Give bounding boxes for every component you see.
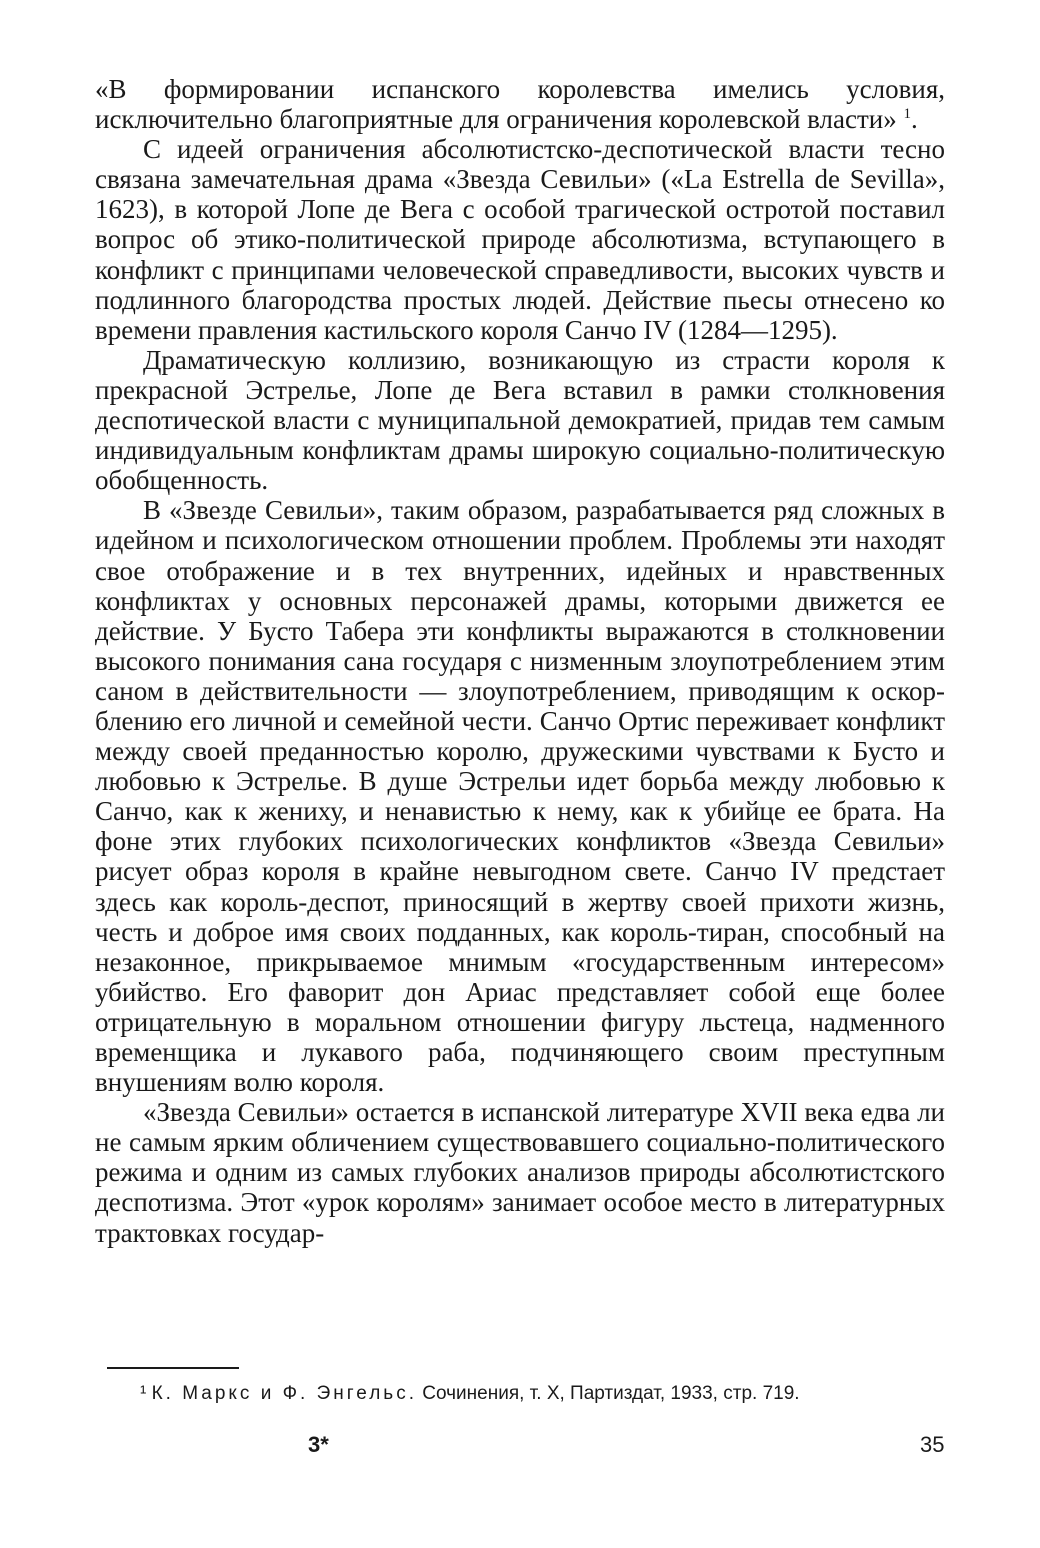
main-text [95,74,945,1248]
paragraph-1: «В формировании испанского королевства имелись условия, исключительно благоприятные для ограничения королевской власти» $^1$. [95,74,945,135]
signature-mark: 3* [308,1432,329,1457]
paragraph-1-text: «В формировании испанского королевства имелись условия, исключительно благоприятные для ограничения королевской власти» [95,74,945,135]
footnote [140,1382,960,1406]
paragraph-3: Драматическую коллизию, возникающую из страсти короля к прекрасной Эстрелье, Лопе де Вега вставил в рамки столкновения деспотической власти с муниципальной демократией, придав тем самым индивидуальным конфликтам драмы широкую социально-политическую обобщенность. [95,344,945,496]
paragraph-2: С идеей ограничения абсолютистско-деспотической власти тесно связана замечательная драма «Звезда Севильи» («La Estrella de Sevilla», 1623), в которой Лопе де Вега с особой трагической остротой поставил вопрос об этико-политической природе абсолютизма, вступающего в конфликт с принципами человеческой справедливости, высоких чувств и подлинного благородства простых людей. Действие пьесы отнесено ко времени правления кастильского короля Санчо IV (1284—1295). [95,134,945,345]
paragraph-4: В «Звезде Севильи», таким образом, разрабатывается ряд сложных в идейном и психологическом отношении проблем. Проблемы эти находят свое отображение и в тех внутренних, идейных и нравственных конфликтах у основных персонажей драмы, которыми движется ее действие. У Бусто Табера эти конфликты выражаются в столкновении высокого понимания сана государя с низменным злоупотреблением этим саном в действительности — злоупотреблением, приводящим к оскорблению его личной и семейной чести. Санчо Ортис переживает конфликт между своей преданностью королю, дружескими чувствами к Бусто и любовью к Эстрелье. В душе Эстрельи идет борьба между любовью к Санчо, как к жениху, и ненавистью к нему, как к убийце ее брата. На фоне этих глубоких психологических конфликтов «Звезда Севильи» рисует образ короля в крайне невыгодном свете. Санчо IV предстает здесь как король-деспот, приносящий в жертву своей прихоти жизнь, честь и доброе имя своих подданных, как король-тиран, способный на незаконное, прикрываемое мнимым «государственным интересом» убийство. Его фаворит дон Ариас представляет собой еще более отрицательную в моральном отношении фигуру льстеца, надменного временщика и лукавого раба, подчиняющего своим преступным внушениям волю короля. [95,495,945,1098]
footnote-divider [107,1367,239,1369]
footnote-citation: Сочинения, т. X, Партиздат, 1933, стр. 719. [422,1383,800,1404]
paragraph-5: «Звезда Севильи» остается в испанской литературе XVII века едва ли не самым ярким обличением существовавшего социально-политического режима и одним из самых глубоких анализов природы абсолютистского деспотизма. Этот «урок королям» занимает особое место в литературных трактовках государ- [95,1097,945,1248]
footnote-marker: ¹ [140,1383,147,1404]
footnote-reference: 1 [903,106,911,123]
page-number: 35 [920,1432,945,1457]
footnote-authors: К. Маркс и Ф. Энгельс. [151,1383,417,1404]
